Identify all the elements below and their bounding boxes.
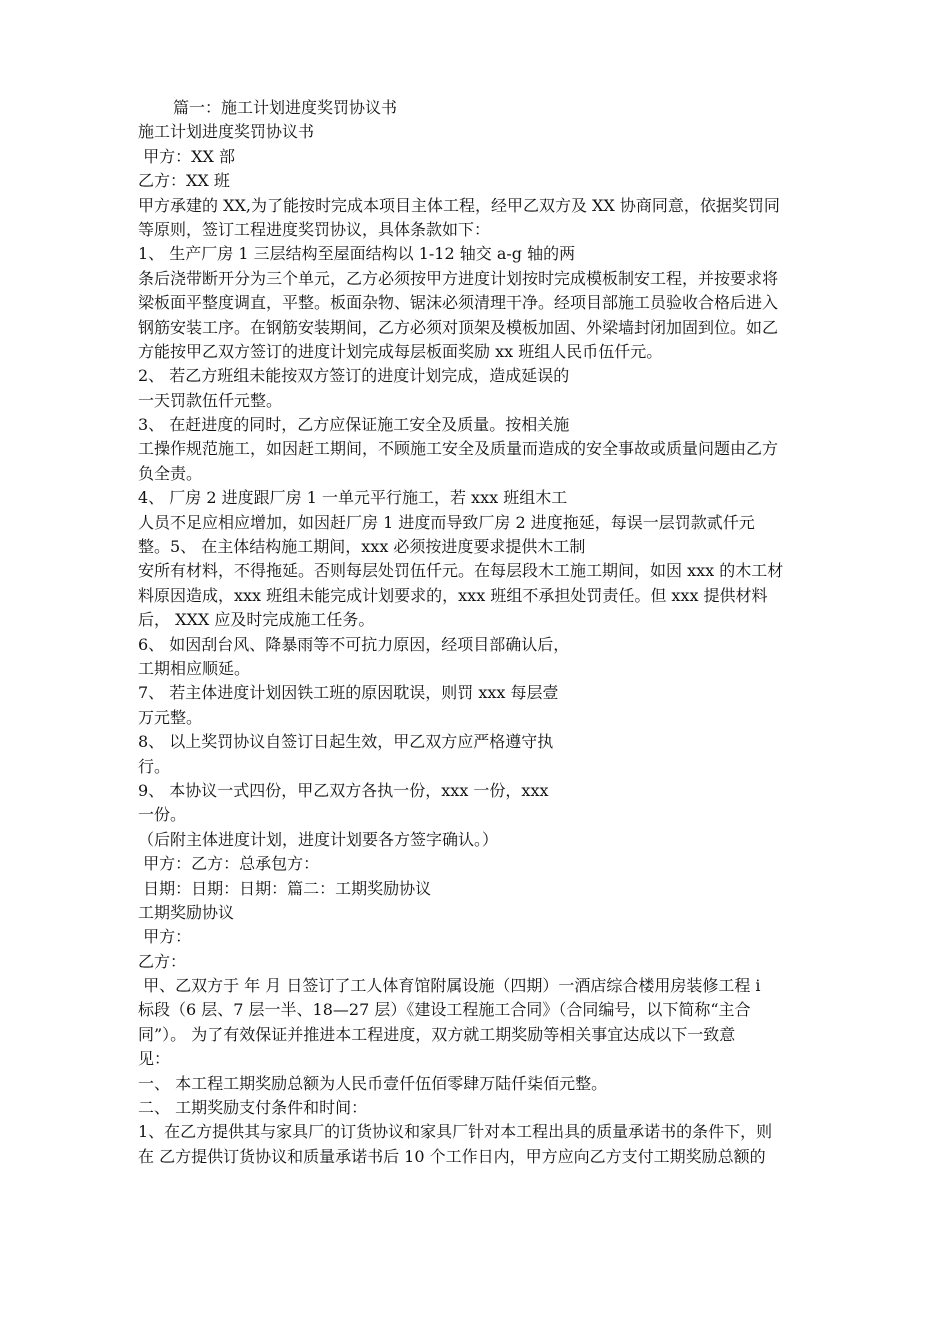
document-title-2: 工期奖励协议	[138, 902, 235, 922]
body-line: 万元整。	[138, 707, 203, 727]
body-line: 方能按甲乙双方签订的进度计划完成每层板面奖励 xx 班组人民币伍仟元。	[138, 341, 663, 361]
party-a-line: 甲方：XX 部	[138, 146, 235, 166]
body-line: 一份。	[138, 805, 187, 825]
body-line: 甲、乙双方于 年 月 日签订了工人体育馆附属设施（四期）一酒店综合楼用房装修工程 i	[138, 976, 761, 996]
clause-line: 二、 工期奖励支付条件和时间：	[138, 1098, 368, 1118]
party-b-line: 乙方：XX 班	[138, 171, 230, 191]
signature-line: 甲方：乙方：总承包方：	[138, 854, 320, 874]
body-line: 工期相应顺延。	[138, 658, 251, 678]
clause-line: 一、 本工程工期奖励总额为人民币壹仟伍佰零肆万陆仟柒佰元整。	[138, 1073, 608, 1093]
body-line: 甲方承建的 XX,为了能按时完成本项目主体工程，经甲乙双方及 XX 协商同意，依据奖罚同	[138, 195, 780, 215]
body-line: 行。	[138, 756, 171, 776]
body-line: 负全责。	[138, 463, 203, 483]
body-line: 料原因造成，xxx 班组未能完成计划要求的，xxx 班组不承担处罚责任。但 xxx 提供材料	[138, 585, 768, 605]
body-line: 见：	[138, 1049, 171, 1069]
date-line: 日期：日期：日期：篇二：工期奖励协议	[138, 878, 432, 898]
clause-line: 8、 以上奖罚协议自签订日起生效，甲乙双方应严格遵守执	[138, 732, 554, 752]
body-line: 工操作规范施工，如因赶工期间，不顾施工安全及质量而造成的安全事故或质量问题由乙方	[138, 439, 779, 459]
note-line: （后附主体进度计划，进度计划要各方签字确认。）	[138, 829, 499, 849]
clause-line: 4、 厂房 2 进度跟厂房 1 一单元平行施工，若 xxx 班组木工	[138, 488, 568, 508]
body-line: 钢筋安装工序。在钢筋安装期间，乙方必须对顶架及模板加固、外梁墙封闭加固到位。如乙	[138, 317, 779, 337]
clause-line: 9、 本协议一式四份，甲乙双方各执一份，xxx 一份，xxx	[138, 780, 549, 800]
body-line: 人员不足应相应增加，如因赶厂房 1 进度而导致厂房 2 进度拖延，每误一层罚款贰仟元	[138, 512, 755, 532]
document-title: 施工计划进度奖罚协议书	[138, 122, 315, 142]
document-body	[138, 96, 818, 1169]
party-a-line: 甲方：	[138, 927, 192, 947]
body-line: 后， XXX 应及时完成施工任务。	[138, 610, 375, 630]
body-line: 整。5、 在主体结构施工期间，xxx 必须按进度要求提供木工制	[138, 537, 586, 557]
clause-line: 7、 若主体进度计划因铁工班的原因耽误，则罚 xxx 每层壹	[138, 683, 559, 703]
body-line: 等原则，签订工程进度奖罚协议，具体条款如下：	[138, 219, 491, 239]
clause-line: 3、 在赶进度的同时，乙方应保证施工安全及质量。按相关施	[138, 415, 570, 435]
clause-line: 6、 如因刮台风、降暴雨等不可抗力原因，经项目部确认后，	[138, 634, 570, 654]
section-heading: 篇一：施工计划进度奖罚协议书	[173, 98, 398, 117]
body-line: 1、在乙方提供其与家具厂的订货协议和家具厂针对本工程出具的质量承诺书的条件下，则	[138, 1122, 773, 1142]
clause-line: 1、 生产厂房 1 三层结构至屋面结构以 1-12 轴交 a-g 轴的两	[138, 244, 576, 264]
body-line: 同”）。 为了有效保证并推进本工程进度，双方就工期奖励等相关事宜达成以下一致意	[138, 1024, 736, 1044]
party-b-line: 乙方：	[138, 951, 187, 971]
body-line: 梁板面平整度调直，平整。板面杂物、锯沫必须清理干净。经项目部施工员验收合格后进入	[138, 293, 779, 313]
clause-line: 2、 若乙方班组未能按双方签订的进度计划完成，造成延误的	[138, 366, 570, 386]
body-line: 标段（6 层、7 层一半、18—27 层）《建设工程施工合同》（合同编号，以下简称“主合	[138, 1000, 751, 1020]
body-line: 在 乙方提供订货协议和质量承诺书后 10 个工作日内，甲方应向乙方支付工期奖励总额的	[138, 1146, 766, 1166]
body-line: 一天罚款伍仟元整。	[138, 390, 283, 410]
body-line: 安所有材料，不得拖延。否则每层处罚伍仟元。在每层段木工施工期间，如因 xxx 的木工材	[138, 561, 784, 581]
body-line: 条后浇带断开分为三个单元，乙方必须按甲方进度计划按时完成模板制安工程，并按要求将	[138, 268, 779, 288]
